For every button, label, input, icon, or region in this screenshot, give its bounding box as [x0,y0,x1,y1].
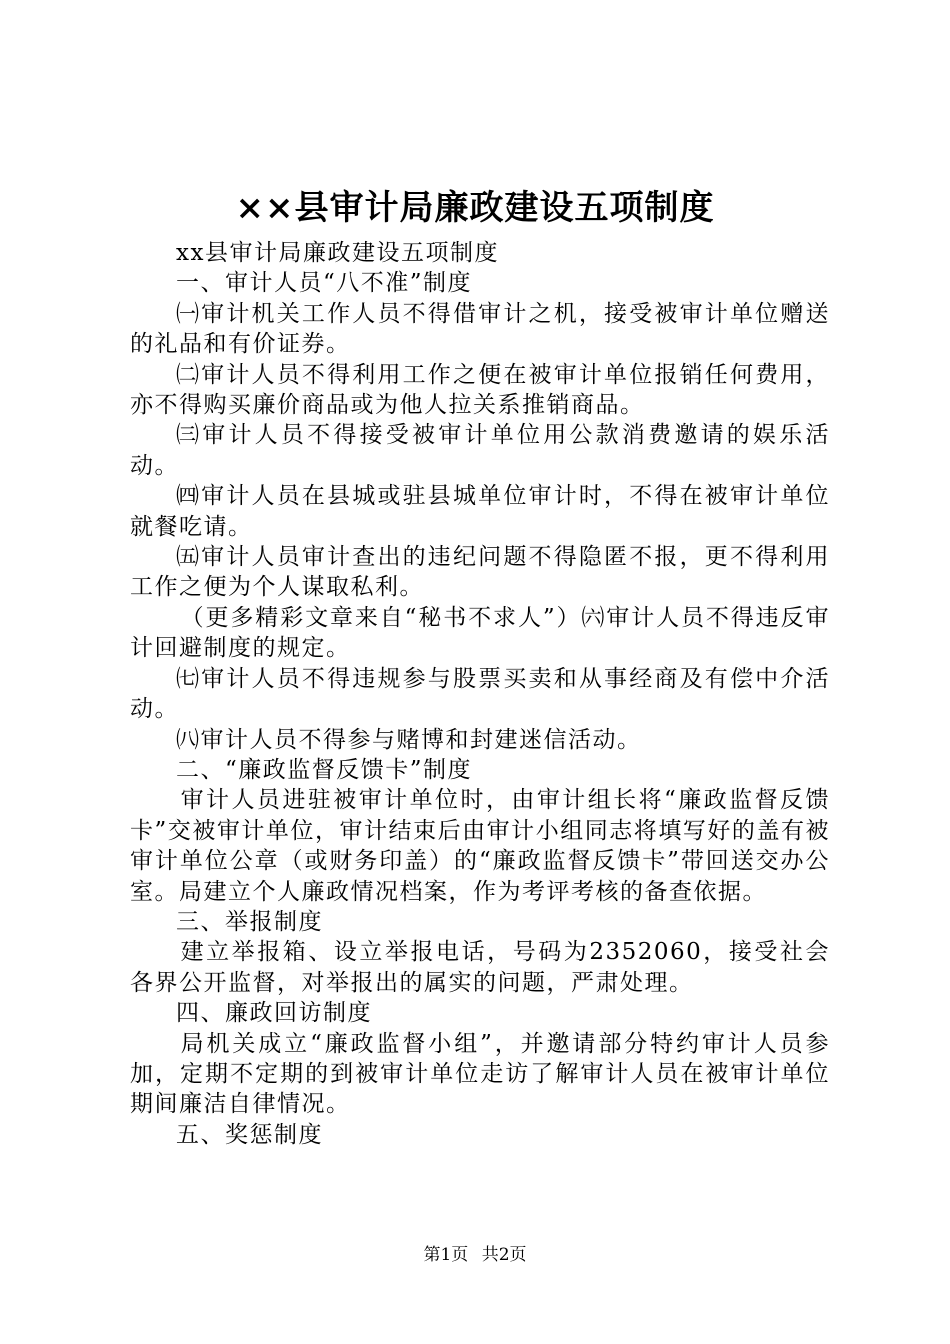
page-total: 共2页 [481,1245,527,1265]
section-3-body: 建立举报箱、设立举报电话，号码为2352060，接受社会各界公开监督，对举报出的属实的问题，严肃处理。 [130,939,830,996]
document-body [130,238,830,1150]
rule-item-1: ㈠审计机关工作人员不得借审计之机，接受被审计单位赠送的礼品和有价证券。 [130,300,830,358]
page-number: 第1页 [423,1245,469,1265]
rule-item-6: （更多精彩文章来自“秘书不求人”）㈥审计人员不得违反审计回避制度的规定。 [130,604,830,662]
section-heading-5: 五、奖惩制度 [176,1121,323,1148]
section-2-body: 审计人员进驻被审计单位时，由审计组长将“廉政监督反馈卡”交被审计单位，审计结束后由审计小组同志将填写好的盖有被审计单位公章（或财务印盖）的“廉政监督反馈卡”带回送交办公室。局建立个人廉政情况档案，作为考评考核的备查依据。 [130,787,830,905]
section-heading-1: 一、审计人员“八不准”制度 [176,270,473,297]
section-heading-2: 二、“廉政监督反馈卡”制度 [176,756,473,783]
rule-item-3: ㈢审计人员不得接受被审计单位用公款消费邀请的娱乐活动。 [130,422,830,479]
section-4-body: 局机关成立“廉政监督小组”，并邀请部分特约审计人员参加，定期不定期的到被审计单位走访了解审计人员在被审计单位期间廉洁自律情况。 [130,1030,830,1118]
page-footer [0,1243,950,1267]
rule-item-7: ㈦审计人员不得违规参与股票买卖和从事经商及有偿中介活动。 [130,665,830,723]
document-title: ××县审计局廉政建设五项制度 [235,188,715,228]
rule-item-2: ㈡审计人员不得利用工作之便在被审计单位报销任何费用，亦不得购买廉价商品或为他人拉关系推销商品。 [130,361,830,419]
rule-item-5: ㈤审计人员审计查出的违纪问题不得隐匿不报，更不得利用工作之便为个人谋取私利。 [130,544,830,601]
section-heading-4: 四、廉政回访制度 [176,1000,372,1027]
rule-item-4: ㈣审计人员在县城或驻县城单位审计时，不得在被审计单位就餐吃请。 [130,483,830,540]
section-heading-3: 三、举报制度 [176,908,323,935]
rule-item-8: ㈧审计人员不得参与赌博和封建迷信活动。 [176,726,642,753]
subtitle-paragraph: xx县审计局廉政建设五项制度 [176,240,499,266]
